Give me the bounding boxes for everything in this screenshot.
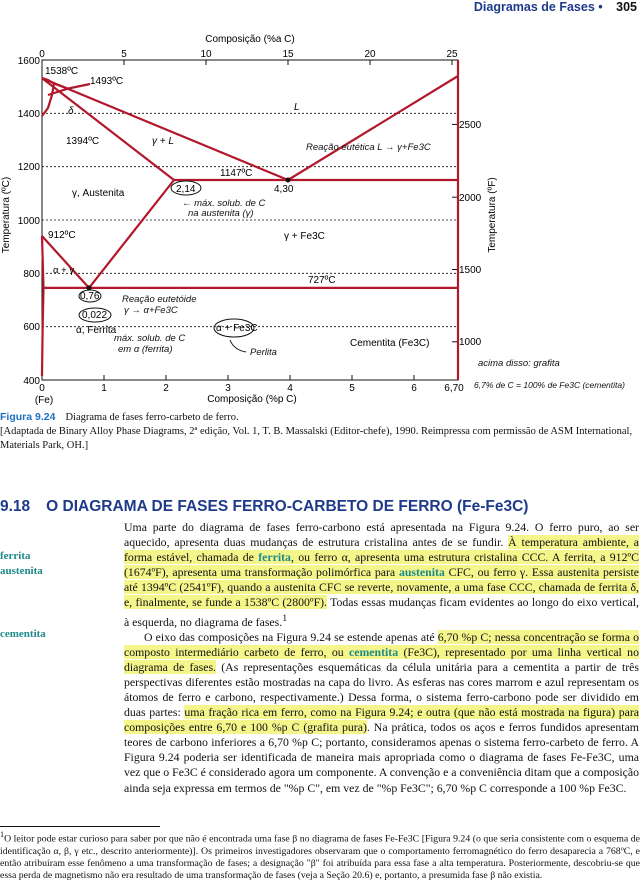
note-maxsol-gamma-1: ← máx. solub. de C — [182, 198, 266, 209]
left-tick: 1200 — [17, 162, 40, 173]
running-head-title: Diagramas de Fases — [473, 0, 595, 14]
top-tick: 15 — [282, 49, 294, 60]
note-maxsol-alpha-1: máx. solub. de C — [114, 333, 186, 344]
label-214: 2,14 — [176, 184, 196, 195]
figure-label: Figura 9.24 — [0, 411, 56, 423]
left-tick: 1400 — [17, 109, 40, 120]
label-430: 4,30 — [274, 184, 294, 195]
top-tick: 5 — [121, 49, 127, 60]
text-run: 1 — [282, 612, 288, 624]
footnote — [0, 829, 640, 883]
left-tick: 1000 — [17, 216, 40, 227]
glossary-term: ferrita — [258, 550, 291, 565]
footnote-rule — [0, 826, 160, 827]
handdrawn-arrow — [230, 340, 246, 352]
left-axis-label: Temperatura (ºC) — [1, 176, 12, 254]
note-eutectic: Reação eutética L → γ+Fe3C — [306, 142, 431, 153]
section-heading — [0, 498, 528, 516]
label-liquid: L — [294, 102, 300, 113]
margin-term-austenite: austenita — [0, 565, 43, 577]
label-1394: 1394ºC — [66, 136, 100, 147]
top-axis-label: Composição (%a C) — [205, 34, 295, 45]
label-727: 727ºC — [308, 275, 336, 286]
text-run: , ou ferro α, apresenta uma estrutura cristalina CCC. A ferrita, a 912ºC (1674ºF), apresenta uma transformação polimórfica para — [124, 550, 639, 580]
left-tick: 1600 — [17, 56, 40, 67]
label-gamma-l: γ + L — [152, 136, 174, 147]
right-tick: 1000 — [459, 337, 482, 348]
label-alpha-gamma: α + γ — [53, 265, 75, 276]
margin-term-cementite: cementita — [0, 628, 46, 640]
glossary-term: cementita — [349, 644, 399, 659]
left-tick: 600 — [23, 322, 40, 333]
paragraph — [124, 630, 639, 796]
bottom-tick: 6 — [411, 383, 417, 394]
top-tick: 20 — [364, 49, 376, 60]
text-run: (Fe3C), representado por uma linha vertical no diagrama de fases. — [124, 644, 639, 674]
label-076: 0,76 — [80, 291, 100, 302]
right-tick: 1500 — [459, 265, 482, 276]
note-eutectoid-1: Reação eutetóide — [122, 294, 197, 305]
delta-gamma-boundary — [42, 84, 54, 117]
bottom-tick: 6,70 — [444, 383, 464, 394]
bottom-tick: 1 — [101, 383, 107, 394]
text-run: Uma parte do diagrama de fases ferro-carbono está apresentada na Figura 9.24. O ferro puro, ao ser aquecido, apresenta duas mudanças de estrutura cristalina antes de se fundir. — [124, 520, 639, 550]
label-alpha-fe3c: α + Fe3C — [216, 323, 258, 334]
footnote-mark: 1 — [0, 830, 5, 839]
bottom-tick: 4 — [287, 383, 293, 394]
paragraph — [124, 520, 639, 630]
bottom-fe-label: (Fe) — [34, 395, 54, 406]
glossary-term: austenita — [398, 565, 445, 580]
note-maxsol-gamma-2: na austenita (γ) — [188, 208, 254, 219]
footnote-text: O leitor pode estar curioso para saber por que não é encontrada uma fase β no diagrama de fases Fe-Fe3C [Figura 9.24 (o que seria consistente com o esquema de identificação α, β, γ etc., descrito anteriormente)]. Os primeiros investigadores observaram que o comportamento ferromagnético do ferro desaparecia a 768ºC, e então atribuíram esse fenômeno a uma transformação de fases; a designação "β" foi atribuída para essa fase a alta temperatura. Posteriormente, descobriu-se que essa perda de magnetismo não era resultado de uma transformação de fases (veja a Seção 20.6) e, portanto, a presumida fase β não existia. — [0, 833, 640, 882]
bottom-tick: 0 — [39, 383, 45, 394]
figure-caption-text: Diagrama de fases ferro-carbeto de ferro. — [65, 412, 239, 423]
section-title: O DIAGRAMA DE FASES FERRO-CARBETO DE FERRO (Fe-Fe3C) — [46, 498, 529, 515]
solidus — [42, 78, 174, 180]
text-run: uma fração rica em ferro, como na Figura 9.24; e outra (que não está mostrada na figura) para composições entre 6,70 e 100 %p C (grafita pura) — [124, 705, 639, 735]
phase-diagram — [0, 0, 643, 408]
text-run: CFC, ou ferro γ. Essa austenita persiste até 1394ºC (2541ºF), quando a austenita CFC se reverte, novamente, a uma fase CCC, chamada de ferrita δ, e, finalmente, se funde a 1538ºC (2800ºF). — [124, 565, 640, 610]
text-run: 6,70 %p C; nessa concentração se forma o composto intermediário carbeto de ferro, ou — [124, 629, 639, 659]
note-graphite: acima disso: grafita — [478, 358, 560, 369]
label-1493: 1493ºC — [90, 76, 124, 87]
running-head-bullet: • — [598, 0, 603, 14]
liquidus-right — [288, 76, 458, 180]
text-run: . Na prática, todos os aços e ferros fundidos apresentam teores de carbono inferiores a 6,70 %p C; portanto, consideramos apenas o sistema ferro-carbeto de ferro. A Figura 9.24 poderia ser identificada de maneira mais apropriada como o diagrama de fases Fe-Fe3C, uma vez que o Fe3C é considerado agora um componente. A convenção e a conveniência ditam que a composição ainda seja expressa em termos de "%p C", em vez de "%p Fe3C"; 6,70 %p C corresponde a 100 %p Fe3C. — [124, 720, 639, 795]
bottom-axis-label: Composição (%p C) — [207, 394, 297, 405]
margin-term-ferrite: ferrita — [0, 550, 31, 562]
alpha-solvus — [42, 288, 44, 376]
note-eutectoid-2: γ → α+Fe3C — [124, 305, 178, 316]
figure-caption — [0, 410, 640, 425]
liquidus-left — [42, 78, 288, 180]
label-austenite: γ, Austenita — [72, 188, 125, 199]
eutectic-point — [286, 178, 291, 183]
label-cementite: Cementita (Fe3C) — [350, 338, 430, 349]
label-0022: 0,022 — [82, 310, 108, 321]
body-text — [124, 520, 639, 796]
left-tick: 400 — [23, 376, 40, 387]
top-tick: 10 — [200, 49, 212, 60]
label-1147: 1147ºC — [220, 168, 253, 179]
section-number: 9.18 — [0, 498, 31, 515]
a3-line — [42, 236, 89, 288]
note-perlite: Perlita — [250, 347, 277, 358]
text-run: (As representações esquemáticas da célula unitária para a cementita a partir de três perspectivas diferentes estão mostradas na capa do livro. As esferas nas cores marrom e azul representam os átomos de ferro e carbono, respectivamente.) Dessa forma, o sistema ferro-carbono pode ser dividido em duas partes: — [124, 659, 640, 720]
top-tick: 0 — [39, 49, 45, 60]
label-1538: 1538ºC — [45, 66, 79, 77]
note-maxsol-alpha-2: em α (ferrita) — [118, 344, 173, 355]
text-run: Todas essas mudanças ficam evidentes ao longo do eixo vertical, à esquerda, no diagrama de fases. — [124, 595, 639, 629]
right-tick: 2000 — [459, 193, 482, 204]
note-cementite: 6,7% de C = 100% de Fe3C (cementita) — [474, 380, 625, 390]
label-gamma-fe3c: γ + Fe3C — [284, 231, 325, 242]
right-axis-label: Temperatura (ºF) — [487, 177, 498, 253]
bottom-tick: 5 — [349, 383, 355, 394]
right-tick: 2500 — [459, 120, 482, 131]
bottom-tick: 3 — [225, 383, 231, 394]
alpha-gamma-boundary — [42, 236, 44, 288]
text-run: O eixo das composições na Figura 9.24 se estende apenas até — [144, 629, 438, 644]
label-912: 912ºC — [48, 230, 76, 241]
bottom-tick: 2 — [163, 383, 169, 394]
top-tick: 25 — [446, 49, 458, 60]
label-ferrite: α, Ferrita — [76, 325, 117, 336]
label-delta: δ — [68, 106, 74, 117]
page-number: 305 — [616, 0, 637, 14]
text-run: À temperatura ambiente, a forma estável, chamada de — [124, 535, 639, 565]
figure-source: [Adaptada de Binary Alloy Phase Diagrams, 2ª edição, Vol. 1, T. B. Massalski (Editor-chefe), 1990. Reimpressa com permissão de ASM International, Materials Park, OH.] — [0, 426, 633, 451]
left-tick: 800 — [23, 269, 40, 280]
